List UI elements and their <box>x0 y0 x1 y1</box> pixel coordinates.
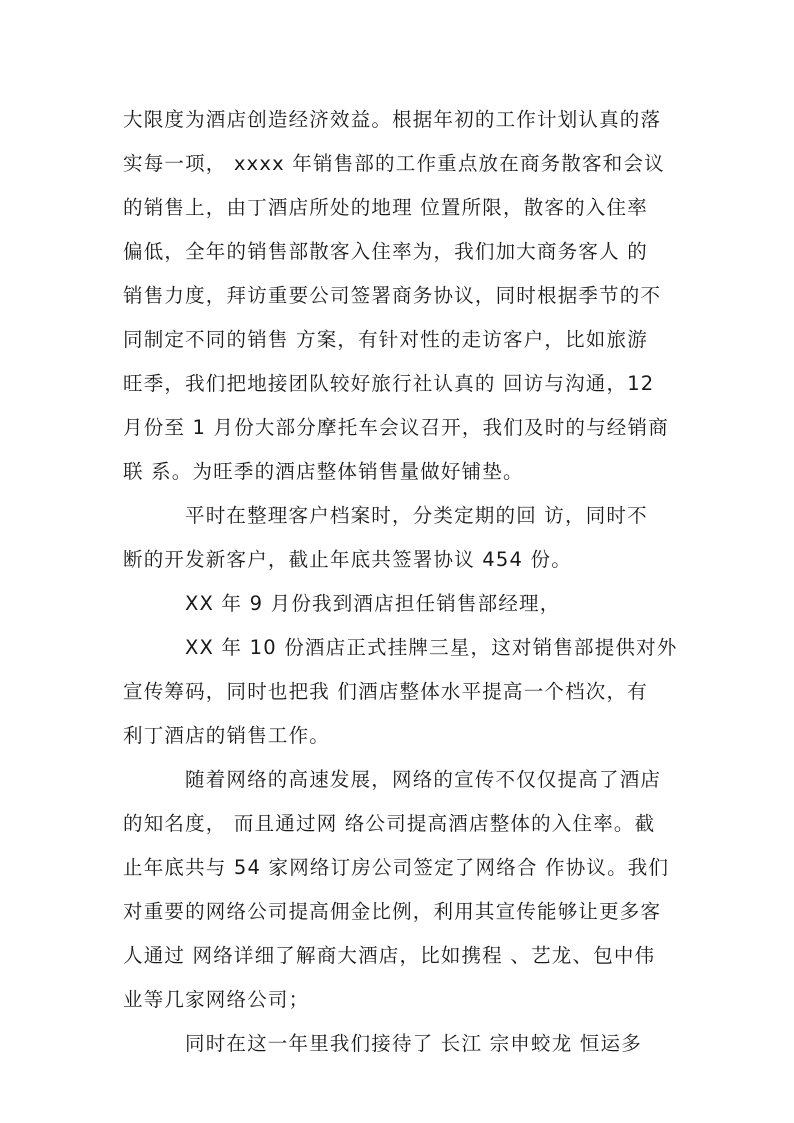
paragraph-start-line: 平时在整理客户档案时，分类定期的回 访，同时不 <box>185 504 648 527</box>
text-line: 大限度为酒店创造经济效益。根据年初的工作计划认真的落 <box>123 108 662 131</box>
text-line: 偏低，全年的销售部散客入住率为，我们加大商务客人 的 <box>123 240 648 263</box>
text-line: 的销售上，由丁酒店所处的地理 位置所限，散客的入住率 <box>123 196 648 219</box>
text-line: 月份至 1 月份大部分摩托车会议召开，我们及时的与经销商 <box>123 416 669 439</box>
text-line: 人通过 网络详细了解商大酒店，比如携程 、艺龙、包中伟 <box>123 944 656 967</box>
text-line: 业等几家网络公司； <box>123 988 310 1011</box>
text-line: 断的开发新客户，截止年底共签署协议 454 份。 <box>123 548 572 571</box>
text-line: 实每一项， xxxx 年销售部的工作重点放在商务散客和会议 <box>123 152 665 175</box>
paragraph-start-line: XX 年 10 份酒店正式挂牌三星，这对销售部提供对外 <box>185 636 678 659</box>
paragraph-start-line: 同时在这一年里我们接待了 长江 宗申蛟龙 恒运多 <box>185 1032 642 1055</box>
text-line: 对重要的网络公司提高佣金比例，利用其宣传能够让更多客 <box>123 900 662 923</box>
paragraph-start-line: XX 年 9 月份我到酒店担任销售部经理， <box>185 592 561 615</box>
text-line: 旺季，我们把地接团队较好旅行社认真的 回访与沟通，12 <box>123 372 655 395</box>
text-line: 同制定不同的销售 方案，有针对性的走访客户，比如旅游 <box>123 328 648 351</box>
text-line: 止年底共与 54 家网络订房公司签定了网络合 作协议。我们 <box>123 856 670 879</box>
text-line: 联 系。为旺季的酒店整体销售量做好铺垫。 <box>123 460 524 483</box>
text-line: 宣传筹码，同时也把我 们酒店整体水平提高一个档次，有 <box>123 680 648 703</box>
text-line: 的知名度， 而且通过网 络公司提高酒店整体的入住率。截 <box>123 812 656 835</box>
text-line: 销售力度，拜访重要公司签署商务协议，同时根据季节的不 <box>123 284 662 307</box>
paragraph-start-line: 随着网络的高速发展，网络的宣传不仅仅提高了酒店 <box>185 768 662 791</box>
text-line: 利丁酒店的销售工作。 <box>123 724 331 747</box>
